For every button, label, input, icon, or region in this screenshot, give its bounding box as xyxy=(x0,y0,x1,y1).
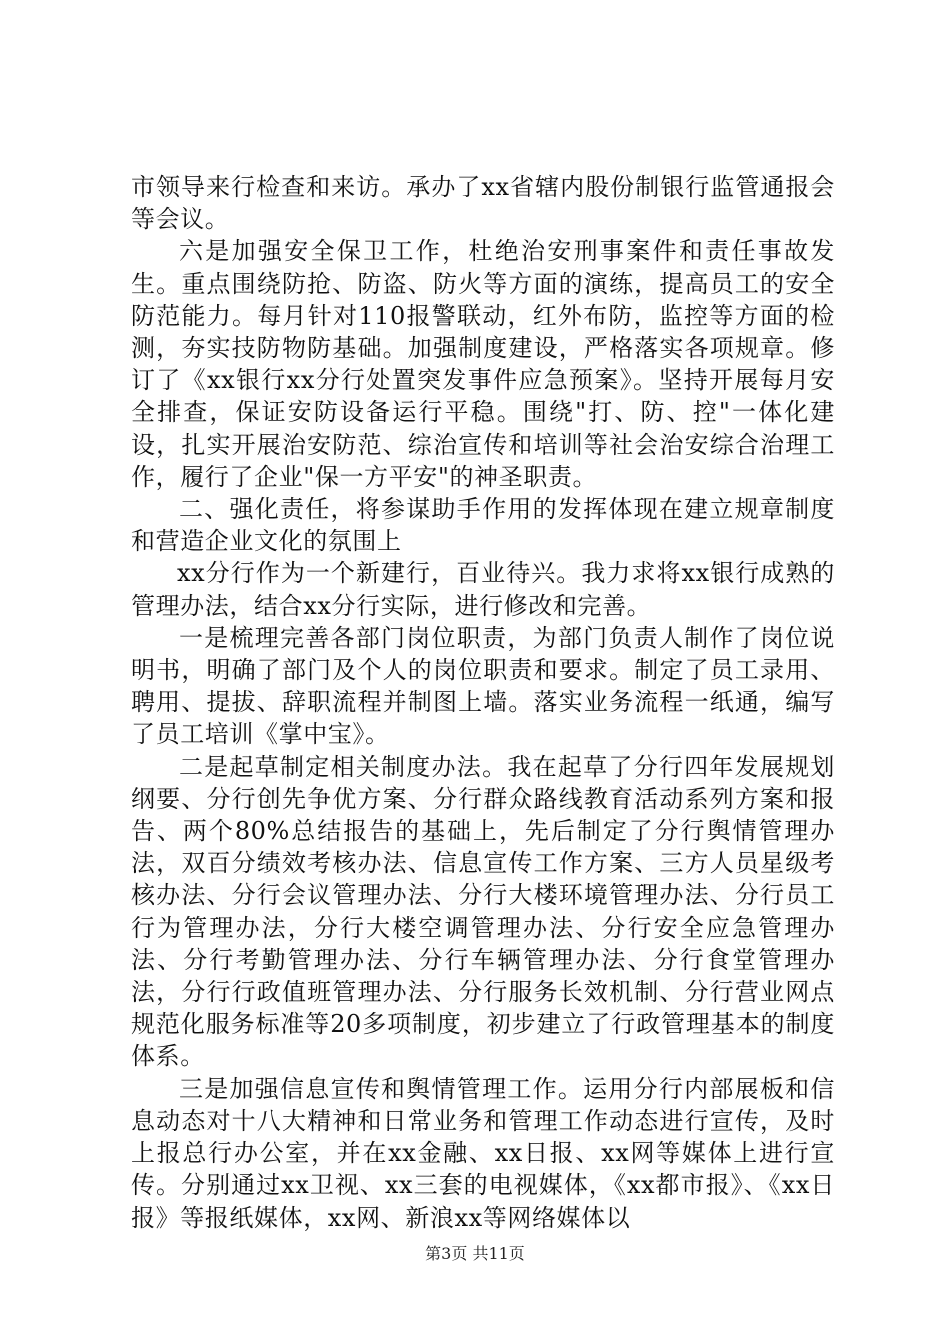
paragraph-1: 市领导来行检查和来访。承办了xx省辖内股份制银行监管通报会等会议。 xyxy=(131,173,835,234)
paragraph-2: 六是加强安全保卫工作，杜绝治安刑事案件和责任事故发生。重点围绕防抢、防盗、防火等方面的演练，提高员工的安全防范能力。每月针对110报警联动，红外布防，监控等方面的检测，夯实技防物防基础。加强制度建设，严格落实各项规章。修订了《xx银行xx分行处置突发事件应急预案》。坚持开展每月安全排查，保证安防设备运行平稳。围绕"打、防、控"一体化建设，扎实开展治安防范、综治宣传和培训等社会治安综合治理工作，履行了企业"保一方平安"的神圣职责。 xyxy=(131,237,835,491)
paragraph-5: 二是起草制定相关制度办法。我在起草了分行四年发展规划纲要、分行创先争优方案、分行群众路线教育活动系列方案和报告、两个80%总结报告的基础上，先后制定了分行舆情管理办法，双百分绩效考核办法、信息宣传工作方案、三方人员星级考核办法、分行会议管理办法、分行大楼环境管理办法、分行员工行为管理办法，分行大楼空调管理办法、分行安全应急管理办法、分行考勤管理办法、分行车辆管理办法、分行食堂管理办法，分行行政值班管理办法、分行服务长效机制、分行营业网点规范化服务标准等20多项制度，初步建立了行政管理基本的制度体系。 xyxy=(131,752,835,1071)
paragraph-6: 三是加强信息宣传和舆情管理工作。运用分行内部展板和信息动态对十八大精神和日常业务和管理工作动态进行宣传，及时上报总行办公室，并在xx金融、xx日报、xx网等媒体上进行宣传。分别通过xx卫视、xx三套的电视媒体，《xx都市报》、《xx日报》等报纸媒体，xx网、新浪xx等网络媒体以 xyxy=(131,1074,835,1232)
section-heading-2: 二、强化责任，将参谋助手作用的发挥体现在建立规章制度和营造企业文化的氛围上 xyxy=(131,495,835,556)
paragraph-3: xx分行作为一个新建行，百业待兴。我力求将xx银行成熟的管理办法，结合xx分行实际，进行修改和完善。 xyxy=(131,559,835,620)
page-number-footer: 第3页 共11页 xyxy=(425,1244,525,1263)
paragraph-4: 一是梳理完善各部门岗位职责，为部门负责人制作了岗位说明书，明确了部门及个人的岗位职责和要求。制定了员工录用、聘用、提拔、辞职流程并制图上墙。落实业务流程一纸通，编写了员工培训《掌中宝》。 xyxy=(131,623,835,749)
document-body xyxy=(131,171,835,1234)
